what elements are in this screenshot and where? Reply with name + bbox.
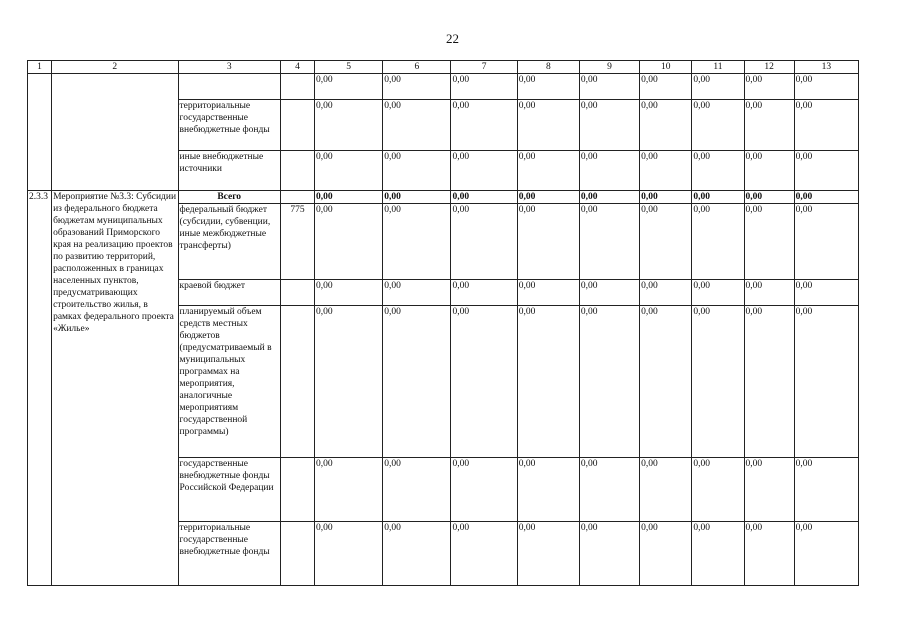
- value-cell: 0,00: [383, 306, 451, 458]
- value-cell: 0,00: [579, 74, 639, 100]
- header-cell: 1: [28, 61, 52, 74]
- value-cell: 0,00: [692, 522, 744, 586]
- source-cell: государственные внебюджетные фонды Российской Федерации: [178, 458, 280, 522]
- value-cell: 0,00: [383, 522, 451, 586]
- budget-table: [27, 60, 859, 586]
- value-cell: 0,00: [383, 191, 451, 204]
- page-number: 22: [446, 31, 459, 46]
- value-cell: 0,00: [315, 151, 383, 191]
- measure-code: 2.3.3: [28, 191, 52, 586]
- source-cell: планируемый объем средств местных бюджетов (предусматриваемый в муниципальных программах на мероприятия, аналогичные мероприятиям государственной программы): [178, 306, 280, 458]
- header-cell: 2: [52, 61, 178, 74]
- header-cell: 3: [178, 61, 280, 74]
- col4-cell: [280, 458, 314, 522]
- value-cell: 0,00: [794, 458, 858, 522]
- value-cell: 0,00: [744, 100, 794, 151]
- value-cell: 0,00: [744, 204, 794, 280]
- header-cell: 11: [692, 61, 744, 74]
- col4-cell: 775: [280, 204, 314, 280]
- header-cell: 12: [744, 61, 794, 74]
- value-cell: 0,00: [383, 151, 451, 191]
- value-cell: 0,00: [383, 100, 451, 151]
- value-cell: 0,00: [692, 151, 744, 191]
- value-cell: 0,00: [794, 191, 858, 204]
- value-cell: 0,00: [451, 522, 517, 586]
- value-cell: 0,00: [579, 100, 639, 151]
- value-cell: 0,00: [794, 204, 858, 280]
- source-cell: Всего: [178, 191, 280, 204]
- value-cell: 0,00: [692, 204, 744, 280]
- value-cell: 0,00: [744, 458, 794, 522]
- value-cell: 0,00: [451, 100, 517, 151]
- value-cell: 0,00: [579, 306, 639, 458]
- col4-cell: [280, 191, 314, 204]
- col4-cell: [280, 151, 314, 191]
- value-cell: 0,00: [451, 191, 517, 204]
- col4-cell: [280, 100, 314, 151]
- value-cell: 0,00: [517, 100, 579, 151]
- value-cell: 0,00: [517, 280, 579, 306]
- value-cell: 0,00: [579, 458, 639, 522]
- value-cell: 0,00: [692, 100, 744, 151]
- source-cell: иные внебюджетные источники: [178, 151, 280, 191]
- source-cell: территориальные государственные внебюджетные фонды: [178, 522, 280, 586]
- source-cell: [178, 74, 280, 100]
- value-cell: 0,00: [692, 458, 744, 522]
- value-cell: 0,00: [451, 280, 517, 306]
- value-cell: 0,00: [517, 522, 579, 586]
- value-cell: 0,00: [794, 74, 858, 100]
- table-row: [28, 74, 859, 100]
- table-row-total: [28, 191, 859, 204]
- value-cell: 0,00: [744, 522, 794, 586]
- measure-title: Мероприятие №3.3: Субсидии из федерального бюджета бюджетам муниципальных образований Приморского края на реализацию проектов по развитию территорий, расположенных в границах населенных пунктов, предусматривающих строительство жилья, в рамках федерального проекта «Жилье»: [52, 191, 178, 586]
- value-cell: 0,00: [451, 204, 517, 280]
- value-cell: 0,00: [640, 280, 692, 306]
- source-cell: территориальные государственные внебюджетные фонды: [178, 100, 280, 151]
- title-cell: [52, 74, 178, 191]
- value-cell: 0,00: [744, 306, 794, 458]
- value-cell: 0,00: [692, 306, 744, 458]
- value-cell: 0,00: [794, 100, 858, 151]
- value-cell: 0,00: [315, 522, 383, 586]
- code-cell: [28, 74, 52, 191]
- header-cell: 8: [517, 61, 579, 74]
- value-cell: 0,00: [315, 280, 383, 306]
- value-cell: 0,00: [640, 458, 692, 522]
- value-cell: 0,00: [579, 191, 639, 204]
- value-cell: 0,00: [692, 280, 744, 306]
- value-cell: 0,00: [315, 191, 383, 204]
- value-cell: 0,00: [794, 522, 858, 586]
- col4-cell: [280, 74, 314, 100]
- header-cell: 5: [315, 61, 383, 74]
- value-cell: 0,00: [744, 74, 794, 100]
- value-cell: 0,00: [579, 151, 639, 191]
- value-cell: 0,00: [640, 522, 692, 586]
- value-cell: 0,00: [383, 74, 451, 100]
- value-cell: 0,00: [315, 306, 383, 458]
- header-row: [28, 61, 859, 74]
- col4-cell: [280, 306, 314, 458]
- header-cell: 9: [579, 61, 639, 74]
- value-cell: 0,00: [640, 306, 692, 458]
- value-cell: 0,00: [315, 74, 383, 100]
- value-cell: 0,00: [517, 306, 579, 458]
- value-cell: 0,00: [794, 280, 858, 306]
- value-cell: 0,00: [744, 280, 794, 306]
- value-cell: 0,00: [315, 458, 383, 522]
- value-cell: 0,00: [640, 151, 692, 191]
- value-cell: 0,00: [383, 280, 451, 306]
- value-cell: 0,00: [640, 100, 692, 151]
- header-cell: 13: [794, 61, 858, 74]
- value-cell: 0,00: [451, 151, 517, 191]
- source-cell: краевой бюджет: [178, 280, 280, 306]
- value-cell: 0,00: [451, 74, 517, 100]
- value-cell: 0,00: [517, 74, 579, 100]
- value-cell: 0,00: [315, 100, 383, 151]
- value-cell: 0,00: [517, 151, 579, 191]
- value-cell: 0,00: [692, 191, 744, 204]
- value-cell: 0,00: [579, 204, 639, 280]
- header-cell: 6: [383, 61, 451, 74]
- value-cell: 0,00: [640, 74, 692, 100]
- source-cell: федеральный бюджет (субсидии, субвенции, иные межбюджетные трансферты): [178, 204, 280, 280]
- value-cell: 0,00: [451, 458, 517, 522]
- value-cell: 0,00: [744, 151, 794, 191]
- value-cell: 0,00: [517, 191, 579, 204]
- col4-cell: [280, 522, 314, 586]
- value-cell: 0,00: [640, 204, 692, 280]
- value-cell: 0,00: [451, 306, 517, 458]
- value-cell: 0,00: [794, 306, 858, 458]
- value-cell: 0,00: [579, 522, 639, 586]
- value-cell: 0,00: [794, 151, 858, 191]
- header-cell: 7: [451, 61, 517, 74]
- header-cell: 4: [280, 61, 314, 74]
- col4-cell: [280, 280, 314, 306]
- value-cell: 0,00: [517, 204, 579, 280]
- value-cell: 0,00: [517, 458, 579, 522]
- value-cell: 0,00: [315, 204, 383, 280]
- value-cell: 0,00: [383, 458, 451, 522]
- header-cell: 10: [640, 61, 692, 74]
- value-cell: 0,00: [579, 280, 639, 306]
- value-cell: 0,00: [640, 191, 692, 204]
- value-cell: 0,00: [692, 74, 744, 100]
- value-cell: 0,00: [383, 204, 451, 280]
- value-cell: 0,00: [744, 191, 794, 204]
